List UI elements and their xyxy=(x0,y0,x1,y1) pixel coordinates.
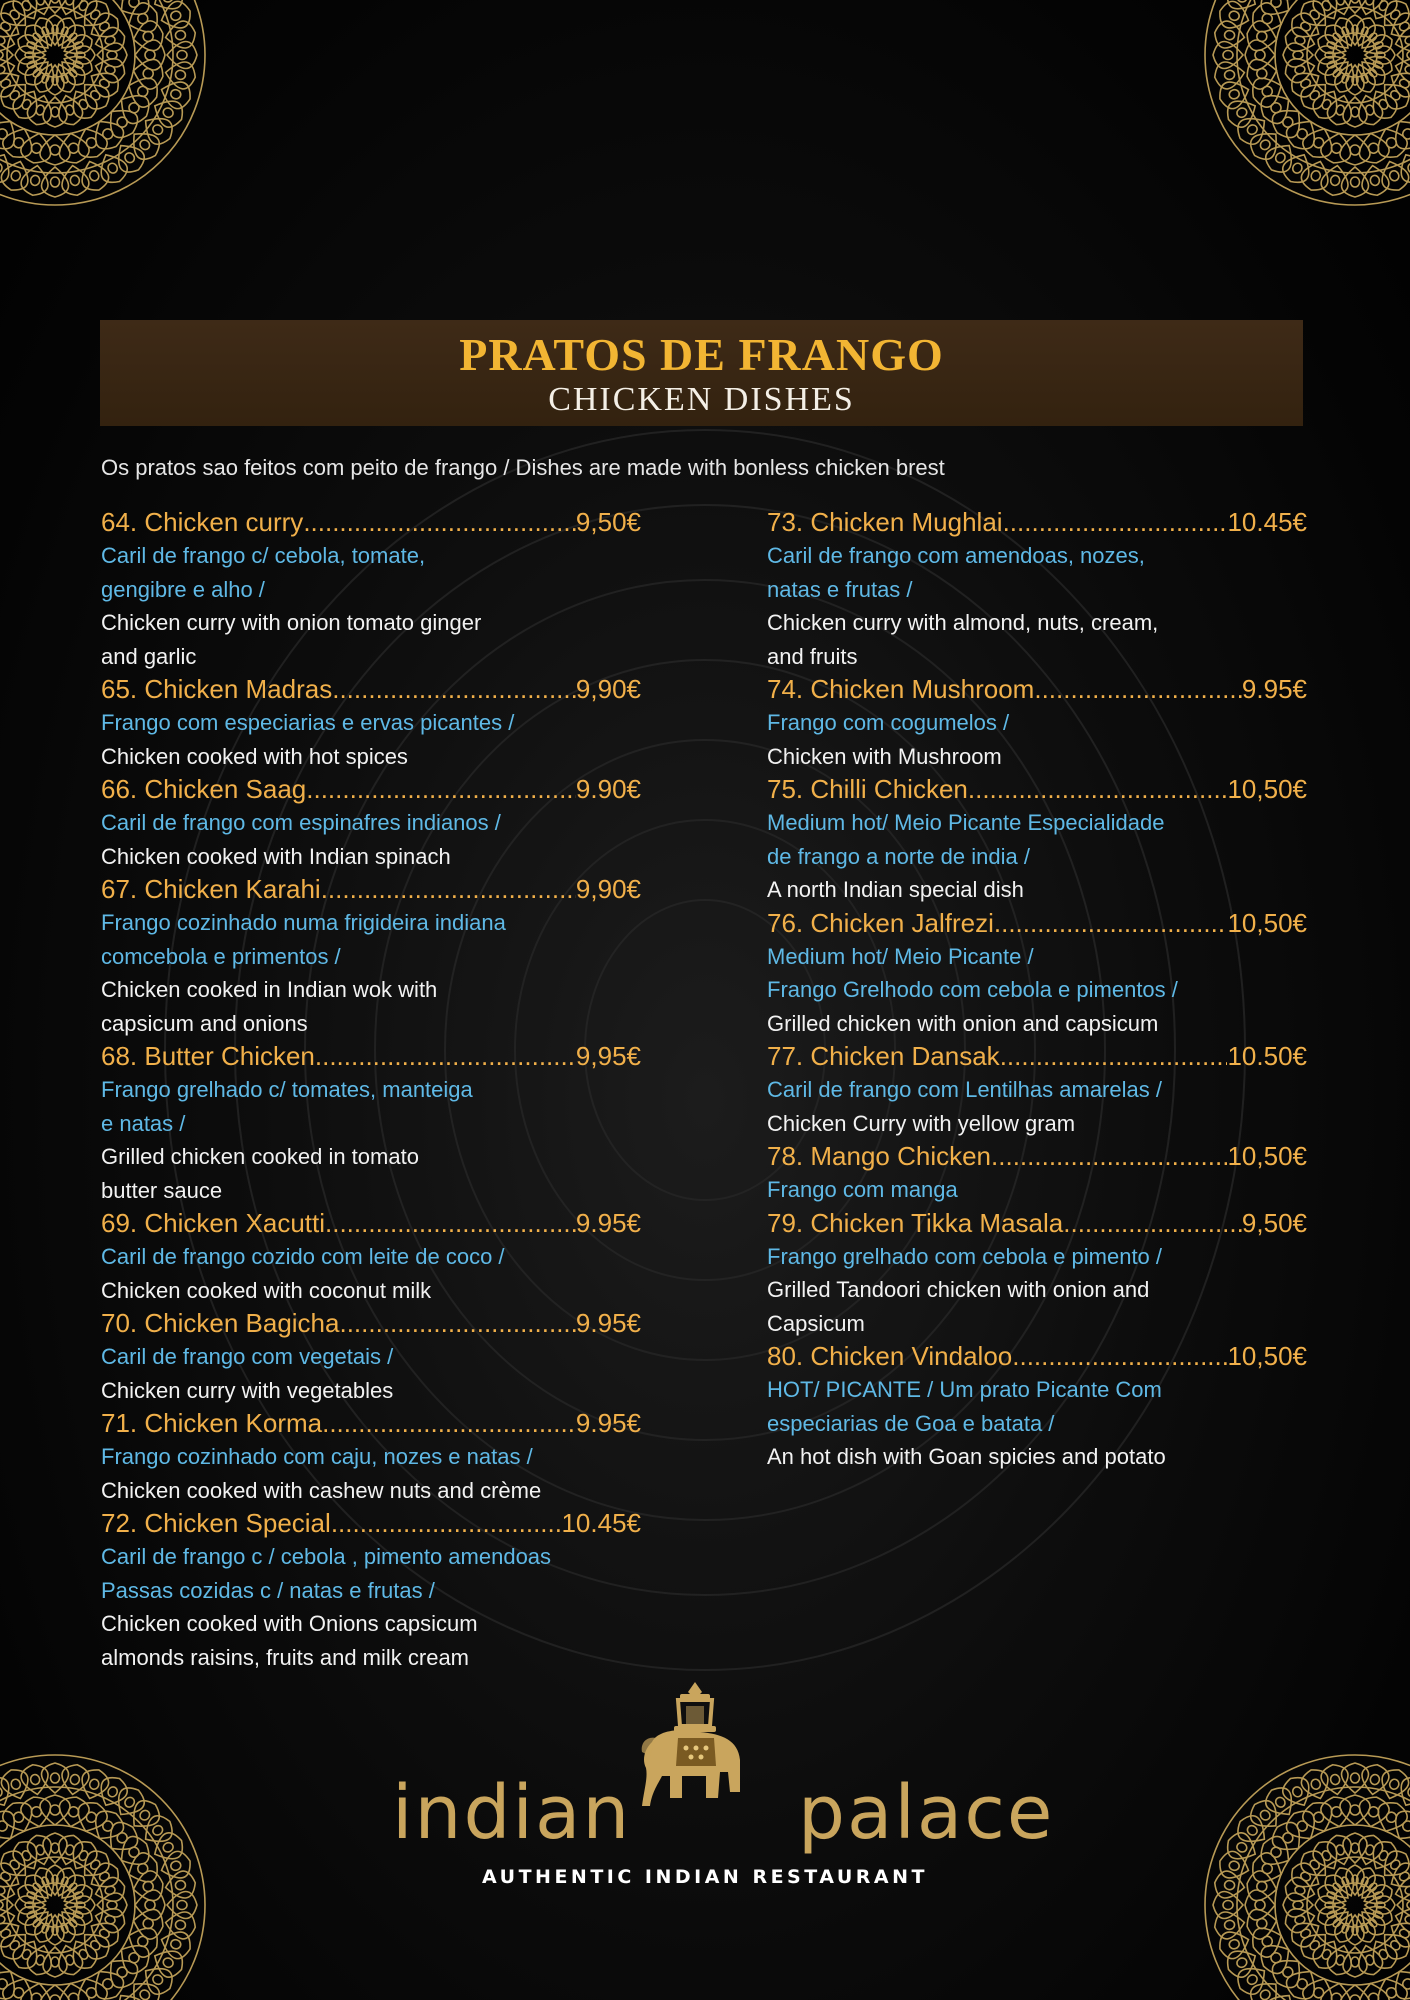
menu-item-header xyxy=(767,673,1307,706)
dot-leader xyxy=(306,773,576,806)
dish-description-en: Chicken with Mushroom xyxy=(767,743,1002,769)
dish-name: 79. Chicken Tikka Masala xyxy=(767,1207,1064,1238)
section-subtitle: CHICKEN DISHES xyxy=(548,381,855,418)
dot-leader xyxy=(332,673,576,706)
dish-price: 9.95€ xyxy=(575,1208,641,1238)
dot-leader xyxy=(325,1207,576,1240)
dish-description-en: Chicken cooked with Onions capsicum xyxy=(101,1611,478,1636)
dish-description-pt: Frango com manga xyxy=(767,1177,958,1202)
dish-name: 68. Butter Chicken xyxy=(101,1041,315,1071)
dish-description-pt: Frango com cogumelos / xyxy=(767,710,1010,735)
dot-leader xyxy=(321,873,576,906)
dish-description-pt: gengibre e alho / xyxy=(101,576,265,602)
menu-item xyxy=(101,1407,641,1507)
dish-name: 67. Chicken Karahi xyxy=(101,874,321,904)
dot-leader xyxy=(315,1040,576,1073)
menu-item xyxy=(101,673,641,773)
dish-description-pt: natas e frutas / xyxy=(767,576,913,602)
dish-description-pt: especiarias de Goa e batata / xyxy=(767,1410,1055,1436)
menu-item-header xyxy=(767,1340,1307,1373)
elephant-icon xyxy=(630,1680,760,1830)
dish-name: 74. Chicken Mushroom xyxy=(767,674,1035,704)
dish-description-pt: Medium hot/ Meio Picante / xyxy=(767,943,1034,969)
section-title: PRATOS DE FRANGO xyxy=(459,329,944,380)
dish-description-en: A north Indian special dish xyxy=(767,877,1024,902)
menu-item-header xyxy=(101,1040,641,1073)
menu-item-header xyxy=(767,506,1307,539)
dish-price: 9,50€ xyxy=(575,507,641,537)
dot-leader xyxy=(991,1140,1227,1173)
logo-word-indian: indian xyxy=(392,1770,632,1856)
logo-tagline: AUTHENTIC INDIAN RESTAURANT xyxy=(482,1866,928,1888)
dot-leader xyxy=(994,907,1228,940)
menu-item-header xyxy=(101,773,641,806)
dish-price: 10,50€ xyxy=(1227,1341,1307,1371)
dish-name: 64. Chicken curry xyxy=(101,507,304,537)
menu-item xyxy=(767,907,1307,1041)
menu-item xyxy=(767,1140,1307,1207)
dish-price: 9,90€ xyxy=(575,874,641,904)
dish-description-pt: HOT/ PICANTE / Um prato Picante Com xyxy=(767,1377,1162,1402)
dish-price: 10.45€ xyxy=(561,1508,641,1538)
dish-description-pt: Frango com especiarias e ervas picantes / xyxy=(101,710,515,735)
menu-item xyxy=(101,773,641,873)
dish-name: 73. Chicken Mughlai xyxy=(767,507,1003,537)
dish-description-en: Grilled chicken cooked in tomato xyxy=(101,1144,419,1169)
dish-name: 77. Chicken Dansak xyxy=(767,1041,1000,1071)
dish-description-pt: Passas cozidas c / natas e frutas / xyxy=(101,1577,435,1603)
menu-item xyxy=(101,1307,641,1407)
dish-price: 9,50€ xyxy=(1241,1207,1307,1238)
dish-price: 10.45€ xyxy=(1227,507,1307,537)
menu-item-header xyxy=(767,1040,1307,1073)
menu-item-header xyxy=(101,1307,641,1340)
dish-description-pt: Frango cozinhado numa frigideira indiana xyxy=(101,910,506,935)
menu-item-header xyxy=(101,1507,641,1540)
mandala-corner-top-right xyxy=(1190,0,1410,220)
dish-description-pt: Frango Grelhodo com cebola e pimentos / xyxy=(767,977,1178,1002)
dot-leader xyxy=(331,1507,562,1540)
mandala-corner-top-left xyxy=(0,0,220,220)
menu-item xyxy=(101,873,641,1040)
dot-leader xyxy=(303,506,576,539)
mandala-corner-bottom-left xyxy=(0,1740,220,2000)
menu-item-header xyxy=(101,873,641,906)
menu-item-header xyxy=(767,773,1307,806)
dot-leader xyxy=(1063,1207,1242,1240)
dish-description-en: Chicken cooked with Indian spinach xyxy=(101,843,451,869)
menu-item xyxy=(101,506,641,673)
dish-description-en: and fruits xyxy=(767,643,858,669)
menu-item xyxy=(767,506,1307,673)
section-header xyxy=(100,320,1303,426)
dish-description-pt: Frango grelhado c/ tomates, manteiga xyxy=(101,1077,473,1102)
dish-price: 9,95€ xyxy=(575,1041,641,1071)
dish-description-en: butter sauce xyxy=(101,1177,223,1203)
dish-name: 76. Chicken Jalfrezi xyxy=(767,907,994,938)
menu-item-header xyxy=(101,673,641,706)
dish-name: 66. Chicken Saag xyxy=(101,774,307,804)
dish-description-pt: Caril de frango com Lentilhas amarelas / xyxy=(767,1077,1162,1102)
menu-item xyxy=(101,1507,641,1674)
dish-name: 65. Chicken Madras xyxy=(101,674,333,704)
dish-description-en: Chicken curry with vegetables xyxy=(101,1377,394,1403)
dot-leader xyxy=(1000,1040,1228,1073)
dish-description-en: Chicken curry with almond, nuts, cream, xyxy=(767,610,1159,635)
dish-description-en: capsicum and onions xyxy=(101,1010,308,1036)
dish-description-en: Chicken Curry with yellow gram xyxy=(767,1110,1076,1136)
dish-description-en: An hot dish with Goan spicies and potato xyxy=(767,1444,1166,1469)
restaurant-logo xyxy=(380,1680,1055,1900)
dish-price: 10.50€ xyxy=(1227,1041,1307,1071)
dot-leader xyxy=(1034,673,1242,706)
menu-item-header xyxy=(101,506,641,539)
dish-name: 80. Chicken Vindaloo xyxy=(767,1341,1013,1371)
dish-price: 9.95€ xyxy=(575,1408,641,1438)
menu-item xyxy=(767,1040,1307,1140)
dish-price: 9.95€ xyxy=(1241,674,1307,704)
dish-name: 70. Chicken Bagicha xyxy=(101,1308,340,1338)
menu-item-header xyxy=(767,907,1307,940)
dot-leader xyxy=(968,773,1228,806)
dish-description-pt: comcebola e primentos / xyxy=(101,943,341,969)
intro-note: Os pratos sao feitos com peito de frango / Dishes are made with bonless chicken brest xyxy=(101,455,945,480)
dish-description-en: and garlic xyxy=(101,643,197,669)
dish-description-en: Chicken curry with onion tomato ginger xyxy=(101,610,482,635)
dish-description-pt: Caril de frango com espinafres indianos / xyxy=(101,810,501,835)
dish-description-en: Grilled Tandoori chicken with onion and xyxy=(767,1277,1150,1302)
dish-description-pt: Caril de frango com amendoas, nozes, xyxy=(767,543,1145,568)
menu-item xyxy=(767,1207,1307,1341)
mandala-corner-bottom-right xyxy=(1190,1740,1410,2000)
dish-description-pt: Caril de frango cozido com leite de coco / xyxy=(101,1244,505,1269)
dish-description-en: Capsicum xyxy=(767,1310,865,1336)
dish-name: 72. Chicken Special xyxy=(101,1508,331,1538)
dish-price: 9,90€ xyxy=(575,674,641,704)
menu-item-header xyxy=(767,1207,1307,1240)
dish-price: 10,50€ xyxy=(1227,1141,1307,1171)
dish-description-pt: Caril de frango c/ cebola, tomate, xyxy=(101,543,426,568)
dish-price: 9.90€ xyxy=(575,774,641,804)
dish-description-en: Grilled chicken with onion and capsicum xyxy=(767,1010,1159,1036)
dish-description-en: Chicken cooked with coconut milk xyxy=(101,1277,432,1303)
dish-name: 78. Mango Chicken xyxy=(767,1141,992,1171)
menu-column-right xyxy=(767,506,1307,1474)
dish-description-pt: de frango a norte de india / xyxy=(767,843,1030,869)
dish-description-pt: e natas / xyxy=(101,1110,186,1136)
menu-item-header xyxy=(101,1207,641,1240)
dish-name: 75. Chilli Chicken xyxy=(767,774,968,804)
dish-name: 69. Chicken Xacutti xyxy=(101,1208,326,1238)
menu-item xyxy=(767,673,1307,773)
dish-price: 9.95€ xyxy=(575,1308,641,1338)
dish-description-en: almonds raisins, fruits and milk cream xyxy=(101,1644,470,1670)
menu-item xyxy=(767,773,1307,907)
dish-price: 10,50€ xyxy=(1227,907,1307,938)
dot-leader xyxy=(322,1407,576,1440)
menu-column-left xyxy=(101,506,641,1674)
menu-item xyxy=(101,1040,641,1207)
menu-item xyxy=(767,1340,1307,1474)
dish-description-pt: Medium hot/ Meio Picante Especialidade xyxy=(767,810,1165,835)
dot-leader xyxy=(339,1307,575,1340)
dish-description-en: Chicken cooked in Indian wok with xyxy=(101,977,438,1002)
dish-description-pt: Caril de frango com vegetais / xyxy=(101,1344,394,1369)
dish-price: 10,50€ xyxy=(1227,774,1307,804)
dish-description-pt: Caril de frango c / cebola , pimento amendoas xyxy=(101,1544,552,1569)
dish-description-pt: Frango cozinhado com caju, nozes e natas / xyxy=(101,1444,533,1469)
dot-leader xyxy=(1012,1340,1227,1373)
logo-word-palace: palace xyxy=(798,1770,1055,1856)
dish-description-en: Chicken cooked with cashew nuts and crème xyxy=(101,1477,542,1503)
menu-item-header xyxy=(767,1140,1307,1173)
menu-item-header xyxy=(101,1407,641,1440)
menu-item xyxy=(101,1207,641,1307)
dish-name: 71. Chicken Korma xyxy=(101,1408,323,1438)
dot-leader xyxy=(1003,506,1228,539)
dish-description-pt: Frango grelhado com cebola e pimento / xyxy=(767,1243,1163,1269)
dish-description-en: Chicken cooked with hot spices xyxy=(101,743,408,769)
